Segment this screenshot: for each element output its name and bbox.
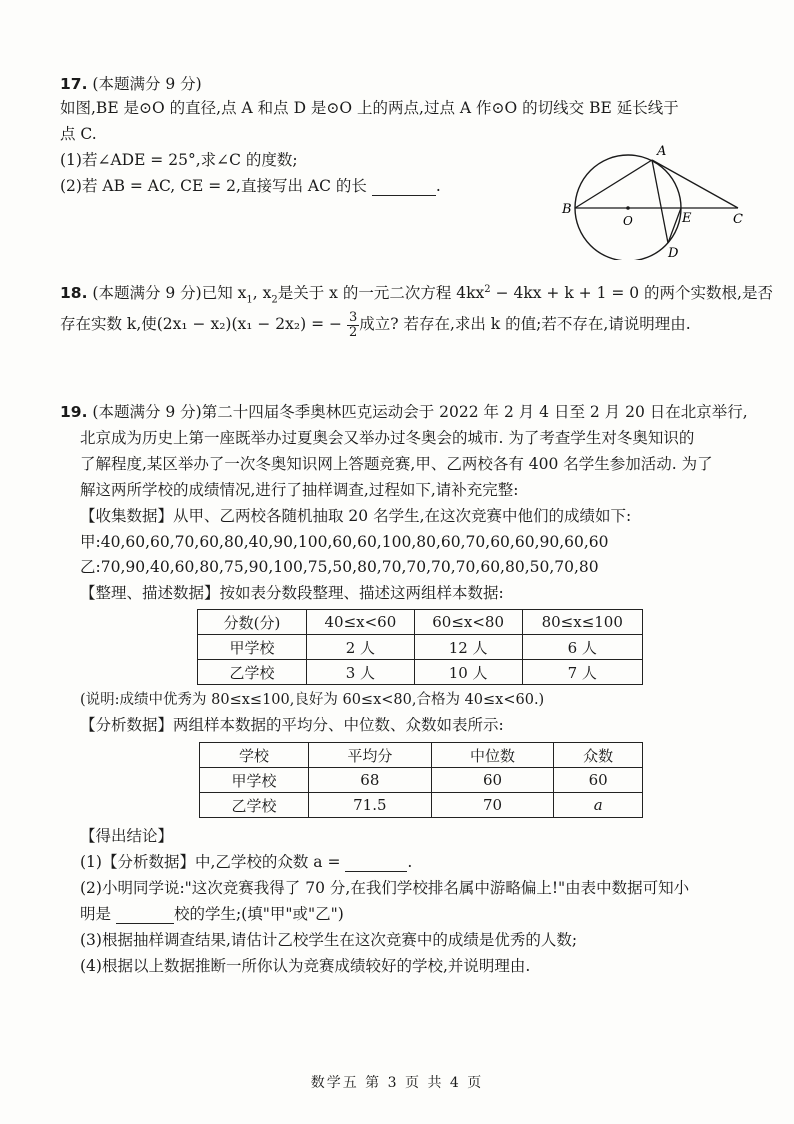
table-header-row	[198, 610, 643, 635]
label-a: A	[657, 144, 667, 159]
statistics-table	[199, 742, 643, 818]
q19-line-2: 了解程度,某区举办了一次冬奥知识网上答题竞赛,甲、乙两校各有 400 名学生参加活动. 为了	[80, 455, 713, 473]
q19-part1	[80, 852, 412, 872]
q19-p1-answer-blank[interactable]	[345, 855, 407, 872]
q17-score: (本题满分 9 分)	[92, 75, 202, 93]
q17-stem-1: 如图,BE 是⊙O 的直径,点 A 和点 D 是⊙O 上的两点,过点 A 作⊙O 的切线交 BE 延长线于	[60, 99, 679, 117]
q19-part3: (3)根据抽样调查结果,请估计乙校学生在这次竞赛中的成绩是优秀的人数;	[80, 931, 578, 949]
table-cell: 10 人	[414, 660, 522, 685]
table-header-cell: 众数	[554, 743, 643, 768]
q18-sub-2: 2	[271, 294, 278, 306]
q19-line-6: 乙:70,90,40,60,80,75,90,100,75,50,80,70,70,70,70,60,80,50,70,80	[80, 558, 599, 576]
table-cell: 甲学校	[200, 768, 309, 793]
table-header-cell: 中位数	[431, 743, 554, 768]
table-header-cell: 40≤x<60	[307, 610, 415, 635]
q18-line2	[60, 306, 691, 342]
table-row	[198, 635, 643, 660]
q19-line-7: 【整理、描述数据】按如表分数段整理、描述这两组样本数据:	[80, 584, 504, 602]
q19-line-1: 北京成为历史上第一座既举办过夏奥会又举办过冬奥会的城市. 为了考查学生对冬奥知识的	[80, 429, 695, 447]
table-row	[200, 793, 643, 818]
q18-text-d: 是关于 x 的一元二次方程 4kx	[277, 284, 485, 303]
q17-part2	[60, 176, 441, 196]
label-e: E	[682, 211, 692, 226]
q18-sup: 2	[484, 284, 491, 295]
table-cell: 乙学校	[200, 793, 309, 818]
q17-header	[60, 74, 202, 94]
q19-p2-post: 校的学生;(填"甲"或"乙")	[173, 905, 344, 923]
q18-text-e: − 4kx + k + 1 = 0 的两个实数根,是否	[490, 284, 773, 303]
chord-ad	[652, 160, 668, 243]
chord-ba	[575, 160, 652, 208]
q19-line-5: 甲:40,60,60,70,60,80,40,90,100,60,60,100,80,60,70,60,60,90,60,60	[80, 533, 609, 551]
label-d: D	[668, 246, 679, 260]
q17-part1: (1)若∠ADE = 25°,求∠C 的度数;	[60, 151, 298, 169]
table-header-cell: 学校	[200, 743, 309, 768]
q19-number: 19.	[60, 403, 88, 421]
table-cell: 71.5	[309, 793, 432, 818]
table-cell: 70	[431, 793, 554, 818]
q18-line2-pre: 存在实数 k,使(2x₁ − x₂)(x₁ − 2x₂) = −	[60, 315, 342, 333]
table-cell: 3 人	[307, 660, 415, 685]
chord-de	[668, 208, 681, 243]
frac-den: 2	[348, 324, 358, 340]
q17-stem-2: 点 C.	[60, 125, 97, 143]
q19-p2-answer-blank[interactable]	[116, 907, 174, 924]
q19-line-0	[60, 402, 748, 422]
score-distribution-table	[197, 609, 643, 685]
label-b: B	[562, 202, 572, 217]
q18-line2-post: 成立? 若存在,求出 k 的值;若不存在,请说明理由.	[359, 315, 691, 333]
q18-number: 18.	[60, 284, 88, 303]
q19-line-3: 解这两所学校的成绩情况,进行了抽样调查,过程如下,请补充完整:	[80, 481, 519, 499]
center-dot	[626, 206, 630, 210]
table-cell: a	[554, 793, 643, 818]
q17-part2-text: (2)若 AB = AC, CE = 2,直接写出 AC 的长	[60, 177, 367, 195]
table-cell: 乙学校	[198, 660, 307, 685]
q19-text-0: (本题满分 9 分)第二十四届冬季奥林匹克运动会于 2022 年 2 月 4 日至 2 月 20 日在北京举行,	[92, 403, 748, 421]
table-cell: 2 人	[307, 635, 415, 660]
q19-p1-text: (1)【分析数据】中,乙学校的众数 a =	[80, 853, 341, 871]
q18-sub-1: 1	[246, 294, 253, 306]
table-header-cell: 60≤x<80	[414, 610, 522, 635]
table-cell: 甲学校	[198, 635, 307, 660]
table-row	[198, 660, 643, 685]
q19-line-4: 【收集数据】从甲、乙两校各随机抽取 20 名学生,在这次竞赛中他们的成绩如下:	[80, 507, 632, 525]
label-c: C	[733, 212, 743, 227]
circle-tangent-figure	[555, 135, 760, 260]
label-o: O	[623, 214, 633, 228]
q18-text-a: (本题满分 9 分)已知 x	[92, 284, 247, 303]
table-cell: 60	[431, 768, 554, 793]
frac-num: 3	[348, 309, 358, 325]
q19-analysis: 【分析数据】两组样本数据的平均分、中位数、众数如表所示:	[80, 716, 504, 734]
q17-number: 17.	[60, 75, 88, 93]
table-header-cell: 平均分	[309, 743, 432, 768]
table-cell: 7 人	[522, 660, 643, 685]
table-header-cell: 80≤x≤100	[522, 610, 643, 635]
table-cell: 68	[309, 768, 432, 793]
q19-note: (说明:成绩中优秀为 80≤x≤100,良好为 60≤x<80,合格为 40≤x<60.)	[80, 692, 545, 708]
q19-conclusion-title: 【得出结论】	[80, 827, 174, 845]
q18-text-b: , x	[252, 284, 272, 303]
q19-part2-line1: (2)小明同学说:"这次竞赛我得了 70 分,在我们学校排名属中游略偏上!"由表中数据可知小	[80, 879, 690, 897]
table-header-cell: 分数(分)	[198, 610, 307, 635]
table-header-row	[200, 743, 643, 768]
table-cell: 6 人	[522, 635, 643, 660]
table-row	[200, 768, 643, 793]
table-cell: 12 人	[414, 635, 522, 660]
q17-part2-end: .	[435, 177, 441, 195]
q19-p2-pre: 明是	[80, 905, 112, 923]
fraction-three-halves	[347, 311, 359, 340]
q19-part2-line2	[80, 904, 344, 924]
q17-answer-blank[interactable]	[372, 179, 436, 196]
page-footer: 数学五 第 3 页 共 4 页	[310, 1075, 484, 1091]
q19-p1-end: .	[407, 853, 413, 871]
tangent-ac	[652, 160, 738, 208]
table-cell: 60	[554, 768, 643, 793]
q19-part4: (4)根据以上数据推断一所你认为竞赛成绩较好的学校,并说明理由.	[80, 957, 531, 975]
